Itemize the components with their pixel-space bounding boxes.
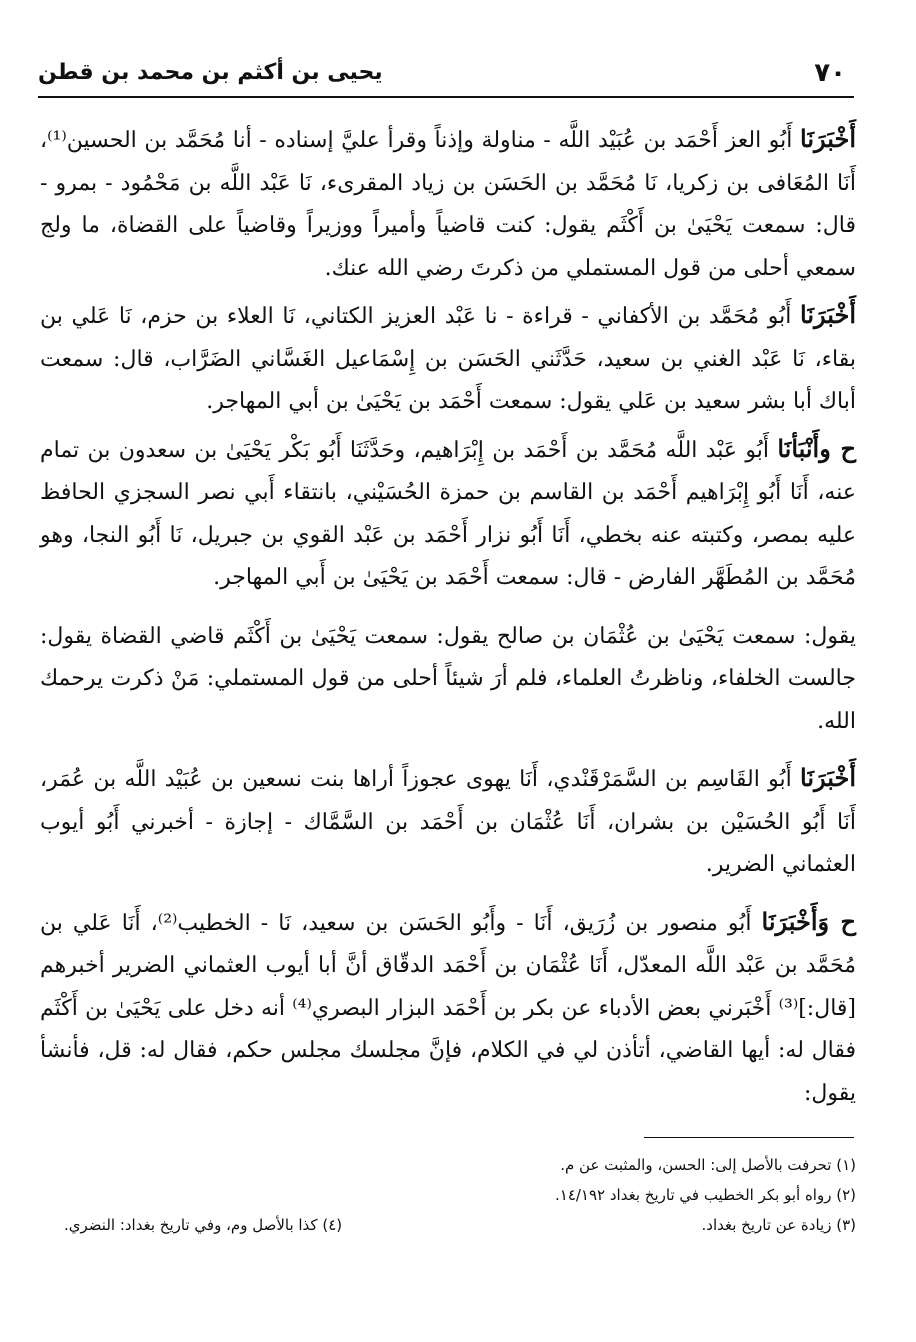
paragraph-text: أَبُو القَاسِم بن السَّمَرْقَنْدي، أَنَا يهوى عجوزاً أراها بنت نسعين بن عُبَيْد اللَّه بن عُمَر، أَنَا أَبُو الحُسَيْن بن بشران، أَنَا عُثْمَان بن أَحْمَد بن السَّمَّاك - إجازة - أخبرني أَبُو أيوب العثماني الضرير. [40,767,856,877]
running-title: يحيى بن أكثم بن محمد بن قطن [38,60,383,85]
paragraph-lead: أَخْبَرَنَا [800,124,857,153]
page-number: ٧٠ [814,58,846,88]
paragraph [40,294,856,424]
paragraph-text: أَبُو منصور بن زُرَيق، أَنَا - وأَبُو الحَسَن بن سعيد، نَا - الخطيب⁽²⁾، أَنَا عَلي بن مُحَمَّد بن عَبْد اللَّه المعدّل، أَنَا عُثْمَان بن أَحْمَد الدقّاق أنَّ أبا أيوب العثماني الضرير أخبرهم [قال:]⁽³⁾ أَخْبَرني بعض الأدباء عن بكر بن أَحْمَد البزار البصري⁽⁴⁾ أنه دخل على يَحْيَىٰ بن أَكْثَم فقال له: أيها القاضي، أتأذن لي في الكلام، فإنَّ مجلسك مجلس حكم، فقال له: قل، فأنشأ يقول: [40,910,856,1106]
paragraph [40,901,856,1116]
main-text [40,118,856,1129]
footnote: (٢) رواه أبو بكر الخطيب في تاريخ بغداد ١٤/١٩٢. [554,1186,856,1204]
paragraph-text: أَبُو عَبْد اللَّه مُحَمَّد بن أَحْمَد بن إِبْرَاهيم، وحَدَّثَنَا أَبُو بَكْر يَحْيَىٰ بن سعدون بن تمام عنه، أَنَا أَبُو إِبْرَاهيم أَحْمَد بن القاسم بن حمزة الحُسَيْني، بانتقاء أَبي نصر السجزي الحافظ عليه بمصر، وكتبته عنه بخطي، أَنَا أَبُو نزار أَحْمَد بن عَبْد القوي بن جبريل، نَا أَبُو النجا، وهو مُحَمَّد بن المُطَهَّر الفارض - قال: سمعت أَحْمَد بن يَحْيَىٰ بن أَبي المهاجر. [40,437,856,590]
paragraph-text: أَبُو مُحَمَّد بن الأكفاني - قراءة - نا عَبْد العزيز الكتاني، نَا العلاء بن حزم، نَا عَلي بن بقاء، نَا عَبْد الغني بن سعيد، حَدَّثَني الحَسَن بن إِسْمَاعيل الغَسَّاني الضَرَّاب، قال: سمعت أباك أبا بشر سعيد بن عَلي يقول: سمعت أَحْمَد بن يَحْيَىٰ بن أبي المهاجر. [40,304,856,414]
footnote: (٣) زيادة عن تاريخ بغداد. [701,1216,856,1234]
paragraph-lead: ح وأَنْبَأنَا [777,433,856,463]
page-header [38,56,854,98]
footnote-separator [644,1137,854,1138]
paragraph [40,118,856,290]
paragraph-lead: ح وَأَخْبَرَنَا [761,906,856,936]
paragraph-text: يقول: سمعت يَحْيَىٰ بن عُثْمَان بن صالح يقول: سمعت يَحْيَىٰ بن أَكْثَم قاضي القضاة يقول: جالست الخلفاء، وناظرتُ العلماء، فلم أرَ شيئاً أحلى من قول المستملي: مَنْ ذكرت يرحمك الله. [40,623,856,734]
paragraph-lead: أَخْبَرَنَا [800,300,856,329]
paragraph [40,428,856,600]
footnote: (٤) كذا بالأصل وم، وفي تاريخ بغداد: النضري. [64,1216,343,1234]
paragraph [40,757,856,887]
footnote: (١) تحرفت بالأصل إلى: الحسن، والمثبت عن م. [560,1156,856,1174]
footnotes [40,1150,856,1240]
paragraph-lead: أَخْبَرَنَا [800,763,856,792]
paragraph-text: أَبُو العز أَحْمَد بن عُبَيْد اللَّه - مناولة وإذناً وقرأ عليَّ إسناده - أنا مُحَمَّد بن الحسين⁽¹⁾، أَنَا المُعَافى بن زكريا، نَا مُحَمَّد بن الحَسَن بن زياد المقرىء، نَا عَبْد اللَّه بن مَحْمُود - بمرو - قال: سمعت يَحْيَىٰ بن أَكْثَم يقول: كنت قاضياً وأميراً ووزيراً وقاضياً على القضاة، ما ولج سمعي أحلى من قول المستملي من ذكرتَ رضي الله عنك. [40,128,856,281]
footnote-row [40,1210,856,1240]
paragraph [40,614,856,744]
